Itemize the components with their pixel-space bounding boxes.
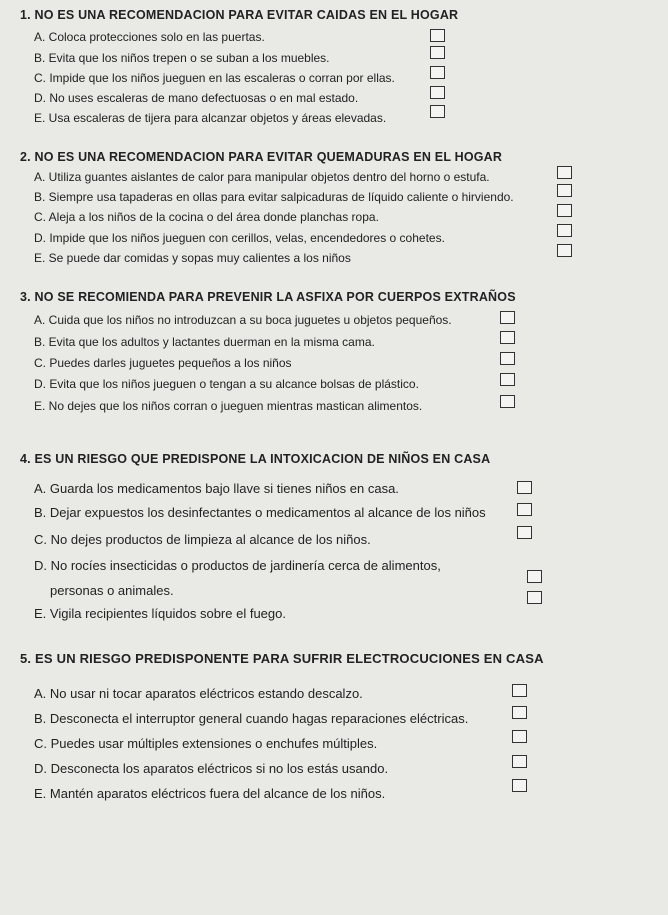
q2-checkbox-c[interactable] (557, 204, 572, 217)
q2-checkbox-d[interactable] (557, 224, 572, 237)
q3-checkbox-b[interactable] (500, 331, 515, 344)
q4-checkbox-a[interactable] (517, 481, 532, 494)
q1-checkbox-b[interactable] (430, 46, 445, 59)
q5-checkbox-e[interactable] (512, 779, 527, 792)
q5-option-b: B. Desconecta el interruptor general cuando hagas reparaciones eléctricas. (34, 711, 469, 726)
q3-checkbox-c[interactable] (500, 352, 515, 365)
q3-checkbox-e[interactable] (500, 395, 515, 408)
q5-checkbox-c[interactable] (512, 730, 527, 743)
q4-option-b: B. Dejar expuestos los desinfectantes o medicamentos al alcance de los niños (34, 505, 486, 520)
q5-option-a: A. No usar ni tocar aparatos eléctricos estando descalzo. (34, 686, 363, 701)
q2-option-b: B. Siempre usa tapaderas en ollas para evitar salpicaduras de líquido caliente o hirviendo. (34, 190, 514, 204)
q2-checkbox-b[interactable] (557, 184, 572, 197)
q2-checkbox-a[interactable] (557, 166, 572, 179)
q4-checkbox-c[interactable] (517, 526, 532, 539)
q2-option-c: C. Aleja a los niños de la cocina o del área donde planchas ropa. (34, 210, 379, 224)
q5-checkbox-b[interactable] (512, 706, 527, 719)
q3-checkbox-d[interactable] (500, 373, 515, 386)
q2-option-d: D. Impide que los niños jueguen con cerillos, velas, encendedores o cohetes. (34, 231, 445, 245)
question-5-title: 5. ES UN RIESGO PREDISPONENTE PARA SUFRIR ELECTROCUCIONES EN CASA (20, 651, 544, 666)
question-3-title: 3. NO SE RECOMIENDA PARA PREVENIR LA ASFIXA POR CUERPOS EXTRAÑOS (20, 290, 516, 304)
q4-option-a: A. Guarda los medicamentos bajo llave si tienes niños en casa. (34, 481, 399, 496)
q5-option-c: C. Puedes usar múltiples extensiones o enchufes múltiples. (34, 736, 378, 751)
q1-checkbox-d[interactable] (430, 86, 445, 99)
q4-checkbox-e[interactable] (527, 591, 542, 604)
q3-option-c: C. Puedes darles juguetes pequeños a los niños (34, 356, 292, 370)
q1-checkbox-c[interactable] (430, 66, 445, 79)
q1-option-b: B. Evita que los niños trepen o se suban a los muebles. (34, 51, 330, 65)
q2-option-a: A. Utiliza guantes aislantes de calor para manipular objetos dentro del horno o estufa. (34, 170, 490, 184)
q1-checkbox-e[interactable] (430, 105, 445, 118)
q2-checkbox-e[interactable] (557, 244, 572, 257)
question-4-title: 4. ES UN RIESGO QUE PREDISPONE LA INTOXICACION DE NIÑOS EN CASA (20, 452, 491, 466)
question-1-title: 1. NO ES UNA RECOMENDACION PARA EVITAR CAIDAS EN EL HOGAR (20, 8, 459, 22)
q4-option-d-continued: personas o animales. (50, 583, 174, 598)
q3-option-a: A. Cuida que los niños no introduzcan a su boca juguetes u objetos pequeños. (34, 313, 452, 327)
q4-checkbox-b[interactable] (517, 503, 532, 516)
q1-checkbox-a[interactable] (430, 29, 445, 42)
question-2-title: 2. NO ES UNA RECOMENDACION PARA EVITAR QUEMADURAS EN EL HOGAR (20, 150, 503, 164)
q5-option-d: D. Desconecta los aparatos eléctricos si no los estás usando. (34, 761, 389, 776)
q1-option-a: A. Coloca protecciones solo en las puertas. (34, 30, 265, 44)
q4-option-c: C. No dejes productos de limpieza al alcance de los niños. (34, 532, 371, 547)
q1-option-e: E. Usa escaleras de tijera para alcanzar objetos y áreas elevadas. (34, 111, 387, 125)
q1-option-c: C. Impide que los niños jueguen en las escaleras o corran por ellas. (34, 71, 395, 85)
q5-checkbox-a[interactable] (512, 684, 527, 697)
q3-checkbox-a[interactable] (500, 311, 515, 324)
q3-option-d: D. Evita que los niños jueguen o tengan a su alcance bolsas de plástico. (34, 377, 419, 391)
q3-option-e: E. No dejes que los niños corran o jueguen mientras mastican alimentos. (34, 399, 423, 413)
q2-option-e: E. Se puede dar comidas y sopas muy calientes a los niños (34, 251, 351, 265)
q5-checkbox-d[interactable] (512, 755, 527, 768)
q3-option-b: B. Evita que los adultos y lactantes duerman en la misma cama. (34, 335, 375, 349)
q1-option-d: D. No uses escaleras de mano defectuosas o en mal estado. (34, 91, 359, 105)
q5-option-e: E. Mantén aparatos eléctricos fuera del alcance de los niños. (34, 786, 386, 801)
q4-option-e: E. Vigila recipientes líquidos sobre el fuego. (34, 606, 286, 621)
q4-checkbox-d[interactable] (527, 570, 542, 583)
q4-option-d: D. No rocíes insecticidas o productos de jardinería cerca de alimentos, (34, 558, 441, 573)
